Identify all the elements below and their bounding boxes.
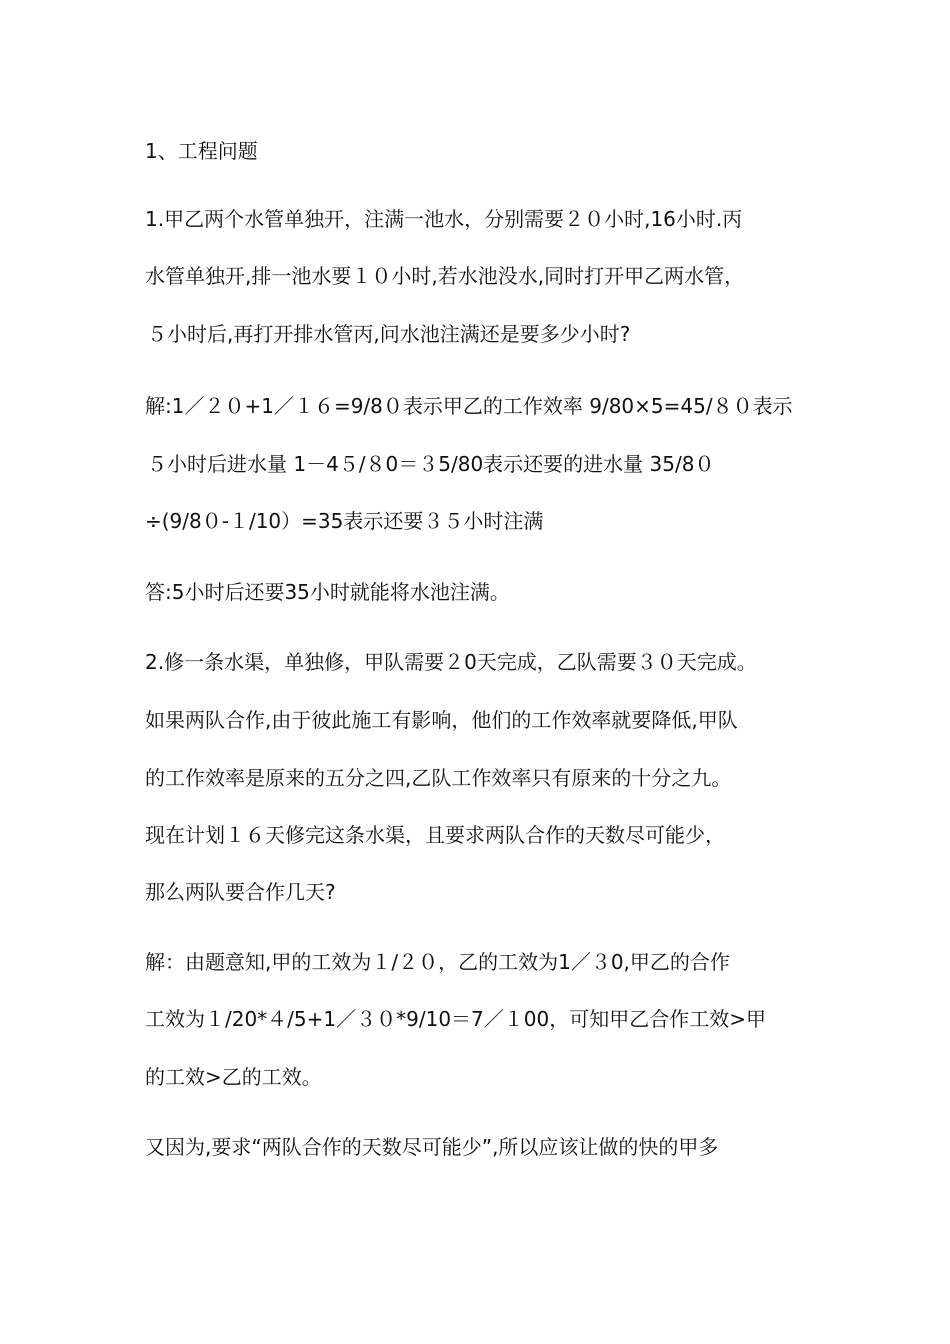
solution-1-line-3: ÷(9/8０-１/10）=35表示还要３５小时注满 [145, 509, 544, 533]
answer-1: 答:5小时后还要35小时就能将水池注满。 [145, 580, 510, 604]
problem-1-line-2: 水管单独开,排一池水要１０小时,若水池没水,同时打开甲乙两水管， [145, 264, 745, 288]
problem-2-line-5: 那么两队要合作几天? [145, 880, 336, 904]
problem-2-line-4: 现在计划１６天修完这条水渠，且要求两队合作的天数尽可能少， [145, 823, 725, 847]
section-heading: 1、工程问题 [145, 139, 258, 163]
problem-2-line-1: 2.修一条水渠，单独修，甲队需要２0天完成，乙队需要３０天完成。 [145, 650, 757, 674]
solution-1-line-2: ５小时后进水量 1－4５/８0＝３5/80表示还要的进水量 35/8０ [147, 452, 715, 476]
solution-2-line-1: 解：由题意知,甲的工效为１/２０，乙的工效为1／３0,甲乙的合作 [145, 950, 730, 974]
problem-2-line-3: 的工作效率是原来的五分之四,乙队工作效率只有原来的十分之九。 [145, 766, 732, 790]
solution-1-line-1: 解:1／２０+1／１６=9/8０表示甲乙的工作效率 9/80×5=45/８０表示 [145, 394, 793, 418]
solution-2-line-2: 工效为１/20*４/5+1／３０*9/10＝7／１00，可知甲乙合作工效>甲 [145, 1007, 766, 1031]
problem-2-line-2: 如果两队合作,由于彼此施工有影响，他们的工作效率就要降低,甲队 [145, 708, 738, 732]
solution-2-line-4: 又因为,要求“两队合作的天数尽可能少”,所以应该让做的快的甲多 [145, 1135, 719, 1159]
problem-1-line-1: 1.甲乙两个水管单独开，注满一池水，分别需要２０小时,16小时.丙 [145, 207, 743, 231]
solution-2-line-3: 的工效>乙的工效。 [145, 1065, 322, 1089]
problem-1-line-3: ５小时后,再打开排水管丙,问水池注满还是要多少小时? [147, 322, 631, 346]
